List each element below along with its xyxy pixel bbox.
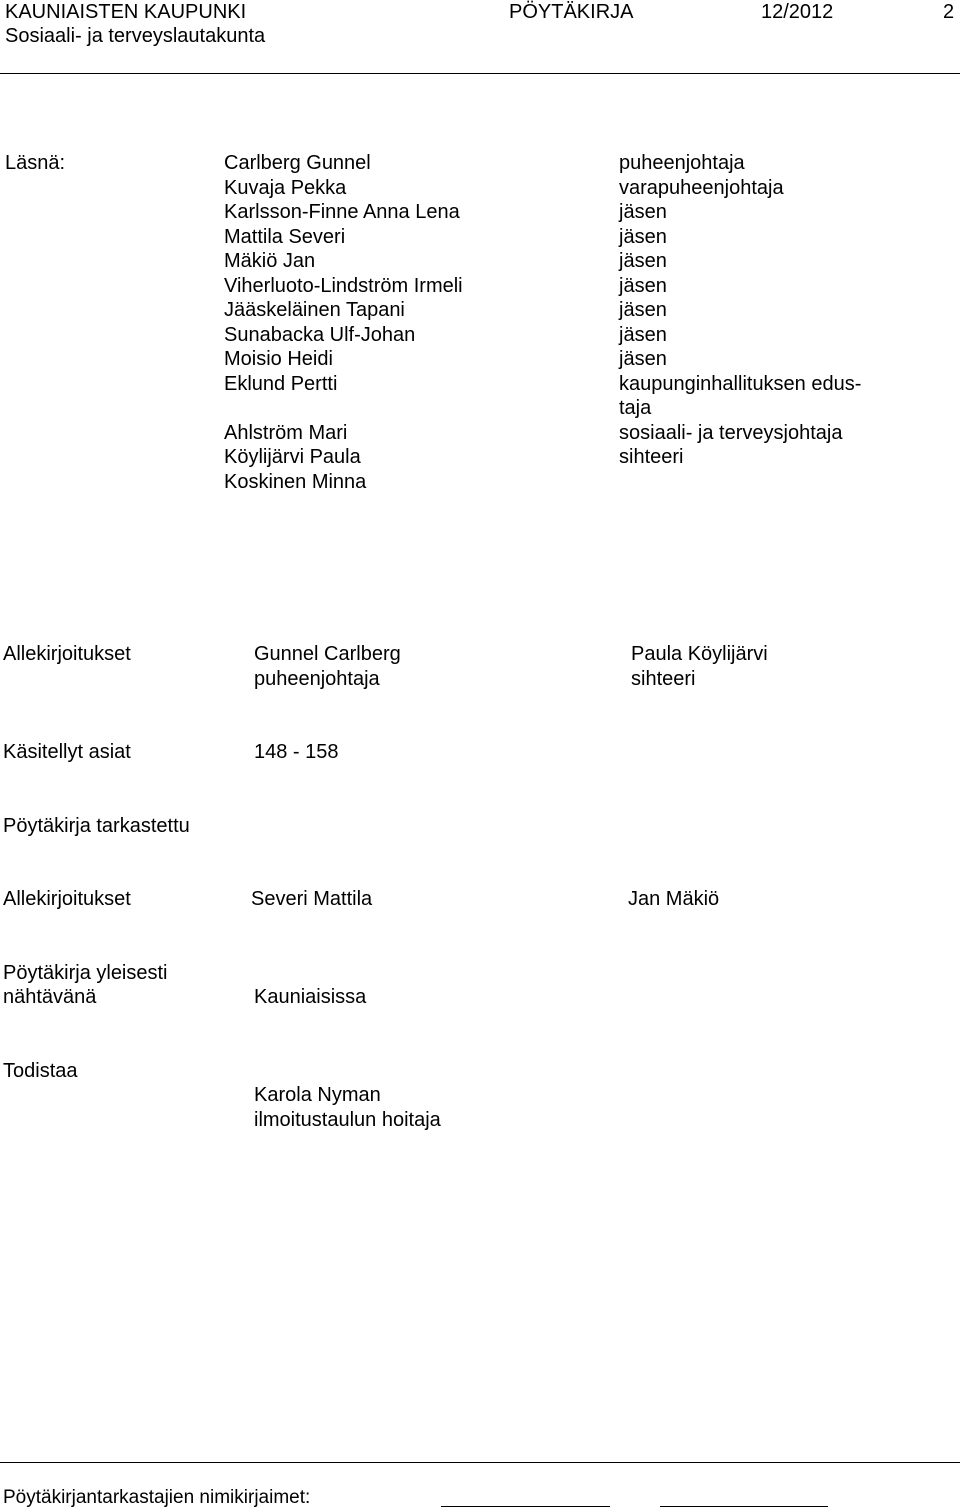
reviewed-label: Pöytäkirja tarkastettu xyxy=(3,815,190,837)
attendee-role: sihteeri xyxy=(619,446,684,468)
attendee-name: Carlberg Gunnel xyxy=(224,152,371,174)
attendee-role: jäsen xyxy=(619,274,667,297)
handled-label: Käsitellyt asiat xyxy=(3,741,131,763)
attendee-name: Eklund Pertti xyxy=(224,372,338,395)
attendee-name: Viherluoto-Lindström Irmeli xyxy=(224,274,463,297)
attendee-name: Koskinen Minna xyxy=(224,470,367,493)
attendee-role: kaupunginhallituksen edus- xyxy=(619,372,862,395)
attendee-role xyxy=(619,470,861,495)
certifier-name: Karola Nyman xyxy=(254,1084,381,1106)
signatures-label: Allekirjoitukset xyxy=(3,643,131,665)
attendee-name: Kuvaja Pekka xyxy=(224,176,347,199)
attendee-role: puheenjohtaja xyxy=(619,152,745,174)
header-page-number: 2 xyxy=(943,1,955,23)
attendee-name xyxy=(224,396,463,421)
certifier-role: ilmoitustaulun hoitaja xyxy=(254,1109,441,1131)
attendance-roles xyxy=(619,151,861,494)
signer2-name: Paula Köylijärvi xyxy=(631,643,768,665)
attendee-name: Sunabacka Ulf-Johan xyxy=(224,323,416,346)
reviewer2-name: Jan Mäkiö xyxy=(628,888,720,910)
attendee-role: jäsen xyxy=(619,348,667,370)
attendance-names xyxy=(224,151,463,494)
attendee-name: Karlsson-Finne Anna Lena xyxy=(224,201,460,223)
attendee-role: sosiaali- ja terveysjohtaja xyxy=(619,421,843,444)
attendee-name: Ahlström Mari xyxy=(224,421,348,444)
signer1-role: puheenjohtaja xyxy=(254,668,380,690)
header-org: KAUNIAISTEN KAUPUNKI xyxy=(5,1,247,23)
footer-initials-label: Pöytäkirjantarkastajien nimikirjaimet: xyxy=(3,1487,311,1508)
public-label-line1: Pöytäkirja yleisesti xyxy=(3,962,168,984)
public-label-line2: nähtävänä xyxy=(3,986,97,1008)
attendee-name: Mäkiö Jan xyxy=(224,250,316,272)
header-divider xyxy=(0,73,960,74)
attendee-role: taja xyxy=(619,397,652,419)
attendee-name: Jääskeläinen Tapani xyxy=(224,299,405,321)
certify-label: Todistaa xyxy=(3,1060,78,1082)
header-doc-number: 12/2012 xyxy=(761,1,834,23)
attendee-role: varapuheenjohtaja xyxy=(619,176,784,199)
initials-line-1 xyxy=(441,1506,610,1507)
attendance-label: Läsnä: xyxy=(5,152,66,174)
signer1-name: Gunnel Carlberg xyxy=(254,643,401,665)
attendee-name: Köylijärvi Paula xyxy=(224,446,361,468)
handled-value: 148 - 158 xyxy=(254,741,339,763)
initials-line-2 xyxy=(660,1506,828,1507)
signer2-role: sihteeri xyxy=(631,668,696,690)
attendee-name: Moisio Heidi xyxy=(224,348,333,370)
footer-divider xyxy=(0,1462,960,1463)
review-signatures-label: Allekirjoitukset xyxy=(3,888,131,910)
attendee-name: Mattila Severi xyxy=(224,225,346,248)
header-doc-type: PÖYTÄKIRJA xyxy=(509,1,634,23)
attendee-role: jäsen xyxy=(619,225,667,248)
reviewer1-name: Severi Mattila xyxy=(251,888,373,910)
attendee-role: jäsen xyxy=(619,250,667,272)
attendee-role: jäsen xyxy=(619,299,667,321)
header-committee: Sosiaali- ja terveyslautakunta xyxy=(5,25,266,47)
attendee-role: jäsen xyxy=(619,323,667,346)
public-value: Kauniaisissa xyxy=(254,986,367,1008)
attendee-role: jäsen xyxy=(619,201,667,223)
